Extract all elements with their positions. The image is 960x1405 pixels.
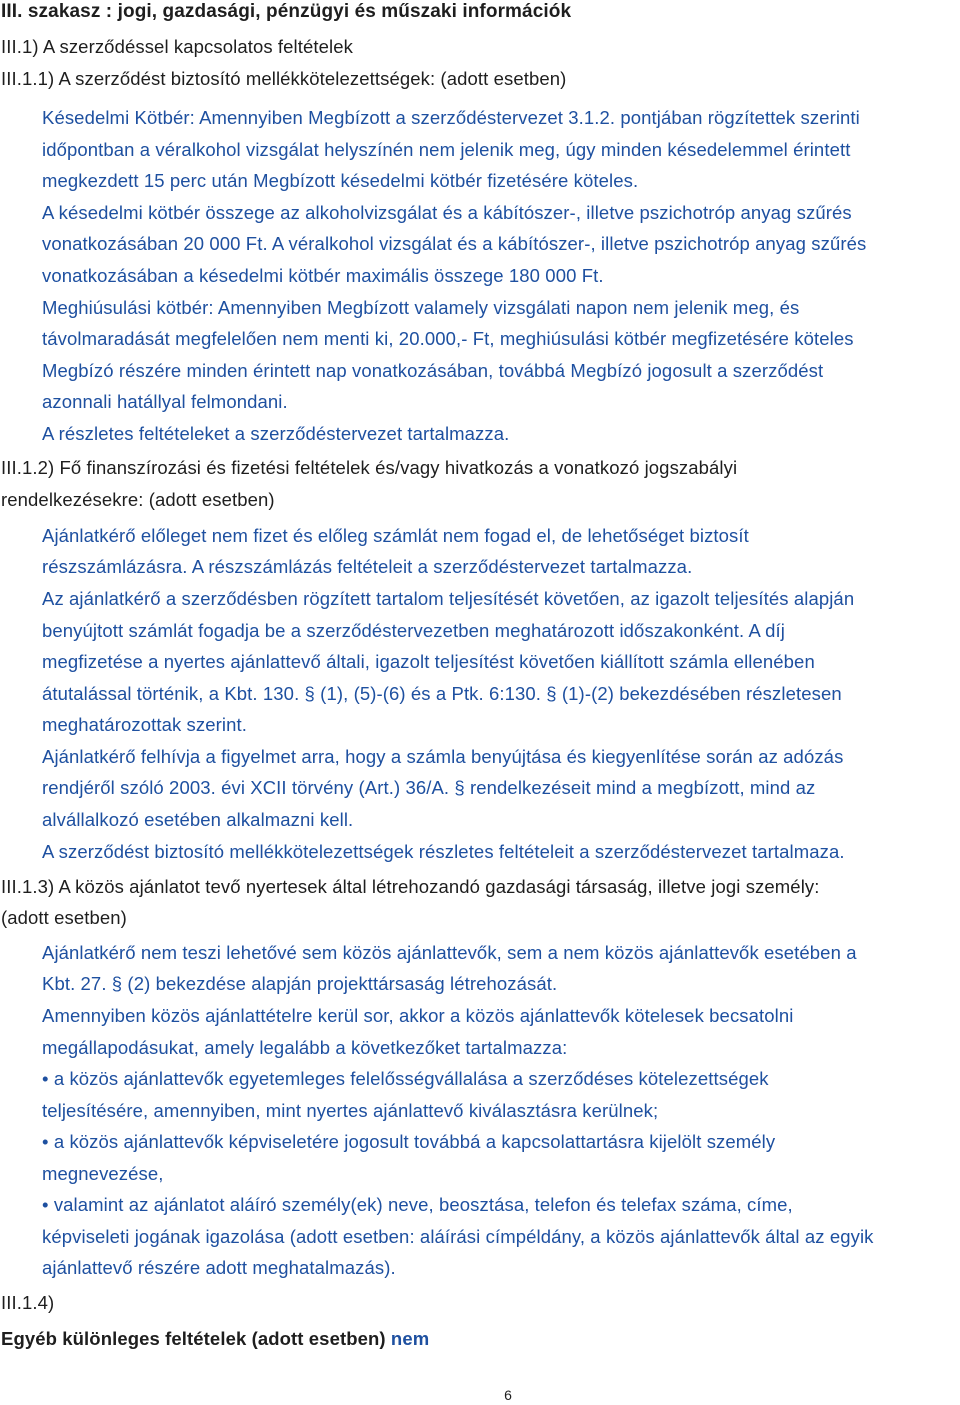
paragraph-line: Az ajánlatkérő a szerződésben rögzített tartalom teljesítését követően, az igazolt teljesítés alapján [42,588,855,609]
special-conditions-line [1,1327,429,1351]
paragraph-line: ajánlattevő részére adott meghatalmazás). [42,1257,396,1278]
paragraph-line: Meghiúsulási kötbér: Amennyiben Megbízott valamely vizsgálati napon nem jelenik meg, és [42,297,800,318]
paragraph-line: Ajánlatkérő nem teszi lehetővé sem közös ajánlattevők, sem a nem közös ajánlattevők esetében a [42,942,857,963]
subsection-title-iii-1-2-cont: rendelkezésekre: (adott esetben) [1,489,275,510]
paragraph-line: Megbízó részére minden érintett nap vonatkozásában, továbbá Megbízó jogosult a szerződést [42,360,824,381]
paragraph-line: távolmaradását megfelelően nem menti ki, 20.000,- Ft, meghiúsulási kötbér megfizetésére köteles [42,328,854,349]
paragraph-line: teljesítésére, amennyiben, mint nyertes ajánlattevő kiválasztásra kerülnek; [42,1100,659,1121]
paragraph-line: megkezdett 15 perc után Megbízott késedelmi kötbér fizetésére köteles. [42,170,639,191]
subsection-title-iii-1-3-cont: (adott esetben) [1,907,127,928]
paragraph-line: Ajánlatkérő előleget nem fizet és előleg számlát nem fogad el, de lehetőséget biztosít [42,525,749,546]
paragraph-line: benyújtott számlát fogadja be a szerződéstervezetben meghatározott időszakonként. A díj [42,620,785,641]
paragraph-line: időpontban a véralkohol vizsgálat helyszínén nem jelenik meg, úgy minden késedelemmel érintett [42,139,851,160]
subsection-title-iii-1-1: III.1.1) A szerződést biztosító mellékkötelezettségek: (adott esetben) [1,68,567,89]
paragraph-line: megfizetése a nyertes ajánlattevő általi, igazolt teljesítést követően kiállított számla ellenében [42,651,815,672]
paragraph-line: Amennyiben közös ajánlattételre kerül sor, akkor a közös ajánlattevők kötelesek becsatolni [42,1005,794,1026]
subsection-title-iii-1-4: III.1.4) [1,1292,55,1313]
paragraph-line: A részletes feltételeket a szerződéstervezet tartalmazza. [42,423,510,444]
section-heading: III. szakasz : jogi, gazdasági, pénzügyi és műszaki információk [1,1,572,22]
subsection-title-iii-1: III.1) A szerződéssel kapcsolatos feltételek [1,36,353,57]
paragraph-line: vonatkozásában a késedelmi kötbér maximális összege 180 000 Ft. [42,265,604,286]
paragraph-line: rendjéről szóló 2003. évi XCII törvény (Art.) 36/A. § rendelkezéseit mind a megbízott, mind az [42,777,816,798]
special-conditions-value: nem [390,1328,430,1349]
paragraph-line: Ajánlatkérő felhívja a figyelmet arra, hogy a számla benyújtása és kiegyenlítése során az adózás [42,746,844,767]
paragraph-line: megállapodásukat, amely legalább a következőket tartalmazza: [42,1037,568,1058]
bullet-line: • a közös ajánlattevők egyetemleges felelősségvállalása a szerződéses kötelezettségek [42,1068,769,1089]
special-conditions-label: Egyéb különleges feltételek (adott esetben) [1,1328,386,1349]
paragraph-line: megnevezése, [42,1163,164,1184]
paragraph-line: képviseleti jogának igazolása (adott esetben: aláírási címpéldány, a közös ajánlattevők által az egyik [42,1226,874,1247]
paragraph-line: Kbt. 27. § (2) bekezdése alapján projekttársaság létrehozását. [42,973,558,994]
bullet-line: • valamint az ajánlatot aláíró személy(ek) neve, beosztása, telefon és telefax száma, címe, [42,1194,793,1215]
page-number: 6 [504,1387,512,1403]
paragraph-line: részszámlázásra. A részszámlázás feltételeit a szerződéstervezet tartalmazza. [42,556,693,577]
paragraph-line: A késedelmi kötbér összege az alkoholvizsgálat és a kábítószer-, illetve pszichotróp anyag szűrés [42,202,852,223]
bullet-line: • a közös ajánlattevők képviseletére jogosult továbbá a kapcsolattartásra kijelölt személy [42,1131,776,1152]
paragraph-line: meghatározottak szerint. [42,714,247,735]
paragraph-line: azonnali hatállyal felmondani. [42,391,288,412]
paragraph-line: átutalással történik, a Kbt. 130. § (1), (5)-(6) és a Ptk. 6:130. § (1)-(2) bekezdésében részletesen [42,683,842,704]
subsection-title-iii-1-2: III.1.2) Fő finanszírozási és fizetési feltételek és/vagy hivatkozás a vonatkozó jogszabályi [1,457,738,478]
paragraph-line: A szerződést biztosító mellékkötelezettségek részletes feltételeit a szerződéstervezet tartalmaza. [42,841,845,862]
paragraph-line: alvállalkozó esetében alkalmazni kell. [42,809,354,830]
paragraph-line: vonatkozásában 20 000 Ft. A véralkohol vizsgálat és a kábítószer-, illetve pszichotróp anyag szűrés [42,233,867,254]
subsection-title-iii-1-3: III.1.3) A közös ajánlatot tevő nyertesek által létrehozandó gazdasági társaság, illetve jogi személy: [1,876,820,897]
paragraph-line: Késedelmi Kötbér: Amennyiben Megbízott a szerződéstervezet 3.1.2. pontjában rögzítettek szerinti [42,107,860,128]
